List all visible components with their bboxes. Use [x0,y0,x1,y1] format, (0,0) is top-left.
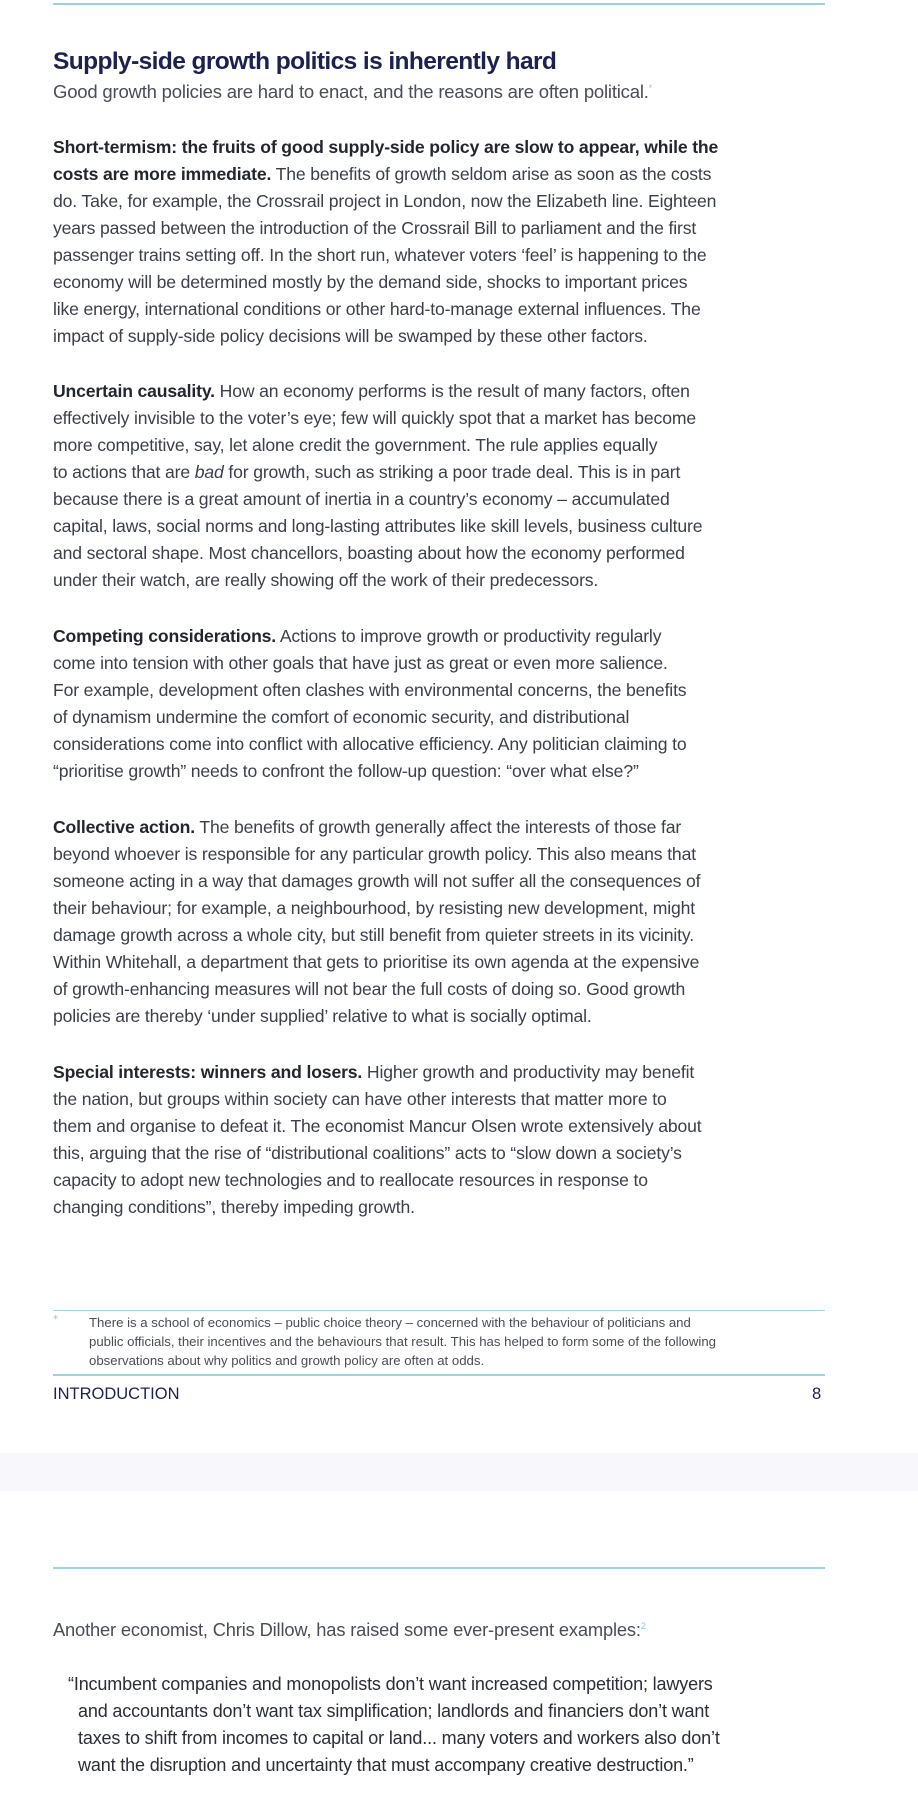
paragraph-special-interests [53,1059,843,1221]
paragraph-text: changing conditions”, thereby impeding growth. [53,1197,415,1217]
quote-line: taxes to shift from incomes to capital or land... many voters and workers also don’t [78,1728,720,1748]
paragraph-text: years passed between the introduction of the Crossrail Bill to parliament and the first [53,218,697,238]
paragraph-line [53,677,843,704]
paragraph-line [53,1086,843,1113]
footnote-rule-bottom [53,1374,825,1376]
paragraph-competing-considerations [53,623,843,785]
page-number: 8 [812,1385,822,1403]
section-subheading [53,81,652,103]
paragraph-line [53,269,843,296]
paragraph-text: their behaviour; for example, a neighbourhood, by resisting new development, might [53,898,695,918]
paragraph-text: do. Take, for example, the Crossrail project in London, now the Elizabeth line. Eighteen [53,191,717,211]
paragraph-line [53,1167,843,1194]
paragraph-text: someone acting in a way that damages growth will not suffer all the consequences of [53,871,701,891]
paragraph-line [53,1140,843,1167]
quote-line: want the disruption and uncertainty that must accompany creative destruction.” [78,1755,694,1775]
paragraph-text: Higher growth and productivity may benefit [362,1062,695,1082]
paragraph-line [53,623,843,650]
footnote-line: There is a school of economics – public choice theory – concerned with the behaviour of politicians and [89,1315,691,1330]
intro-text: Another economist, Chris Dillow, has raised some ever-present examples: [53,1619,641,1640]
paragraph-lead: Competing considerations. [53,626,277,646]
section-heading: Supply-side growth politics is inherently hard [53,48,557,75]
footnote-rule-top [53,1310,825,1311]
paragraph-lead: Uncertain causality. [53,381,215,401]
paragraph-text: “prioritise growth” needs to confront the follow-up question: “over what else?” [53,761,639,781]
paragraph-text: For example, development often clashes with environmental concerns, the benefits [53,680,687,700]
paragraph-line [53,134,843,161]
paragraph-text: more competitive, say, let alone credit the government. The rule applies equally [53,435,658,455]
paragraph-text: to actions that are [53,462,195,482]
paragraph-lead: costs are more immediate. [53,164,272,184]
footnote-ref-asterisk[interactable]: * [648,82,652,93]
paragraph-line [53,540,843,567]
top-rule [53,1567,825,1569]
paragraph-text: Within Whitehall, a department that gets to prioritise its own agenda at the expensive [53,952,700,972]
paragraph-text: The benefits of growth seldom arise as soon as the costs [271,164,712,184]
paragraph-lead: Special interests: winners and losers. [53,1062,363,1082]
paragraph-line [53,949,843,976]
emphasis-text: bad [194,462,224,482]
quote-line: “Incumbent companies and monopolists don’t want increased competition; lawyers [68,1674,713,1694]
paragraph-line [53,868,843,895]
paragraph-text: come into tension with other goals that have just as great or even more salience. [53,653,668,673]
paragraph-line [53,704,843,731]
paragraph-text: effectively invisible to the voter’s eye; few will quickly spot that a market has become [53,408,696,428]
paragraph-line [53,895,843,922]
paragraph-line [53,1194,843,1221]
paragraph-text: of growth-enhancing measures will not bear the full costs of doing so. Good growth [53,979,686,999]
paragraph-text: The benefits of growth generally affect the interests of those far [195,817,682,837]
intro-sentence [53,1619,646,1641]
paragraph-text: this, arguing that the rise of “distributional coalitions” acts to “slow down a society’s [53,1143,682,1163]
paragraph-text: them and organise to defeat it. The economist Mancur Olsen wrote extensively about [53,1116,702,1136]
block-quote [68,1671,720,1779]
paragraph-line [53,215,843,242]
paragraph-text: capacity to adopt new technologies and to reallocate resources in response to [53,1170,648,1190]
paragraph-collective-action [53,814,843,1030]
paragraph-line [53,976,843,1003]
footnote-line: public officials, their incentives and the behaviours that result. This has helped to form some of the following [89,1334,716,1349]
paragraph-short-termism [53,134,843,350]
paragraph-text: for growth, such as striking a poor trade deal. This is in part [223,462,681,482]
paragraph-text: like energy, international conditions or other hard-to-manage external influences. The [53,299,701,319]
paragraph-line [53,242,843,269]
paragraph-text: damage growth across a whole city, but still benefit from quieter streets in its vicinity. [53,925,694,945]
paragraph-line [53,731,843,758]
paragraph-line [53,1113,843,1140]
paragraph-line [53,1059,843,1086]
paragraph-text: beyond whoever is responsible for any particular growth policy. This also means that [53,844,696,864]
paragraph-text: under their watch, are really showing off the work of their predecessors. [53,570,599,590]
paragraph-line [53,296,843,323]
paragraph-text: How an economy performs is the result of many factors, often [214,381,690,401]
footnote-line: observations about why politics and growth policy are often at odds. [89,1353,485,1368]
paragraph-line [53,486,843,513]
paragraph-text: Actions to improve growth or productivity regularly [276,626,662,646]
paragraph-line [53,513,843,540]
paragraph-line [53,814,843,841]
paragraph-uncertain-causality [53,378,843,594]
footnote [89,1313,829,1370]
paragraph-line [53,459,843,486]
running-head: INTRODUCTION [53,1385,180,1403]
top-rule [53,3,825,5]
footnote-marker: * [53,1314,58,1325]
paragraph-line [53,650,843,677]
paragraph-line [53,432,843,459]
paragraph-text: the nation, but groups within society can have other interests that matter more to [53,1089,667,1109]
paragraph-line [53,922,843,949]
paragraph-line [53,161,843,188]
paragraph-text: capital, laws, social norms and long-lasting attributes like skill levels, business culture [53,516,703,536]
paragraph-lead: Collective action. [53,817,196,837]
paragraph-lead: Short-termism: the fruits of good supply-side policy are slow to appear, while the [53,137,719,157]
paragraph-text: because there is a great amount of inertia in a country’s economy – accumulated [53,489,670,509]
paragraph-text: policies are thereby ‘under supplied’ relative to what is socially optimal. [53,1006,592,1026]
paragraph-text: passenger trains setting off. In the short run, whatever voters ‘feel’ is happening to the [53,245,707,265]
paragraph-text: of dynamism undermine the comfort of economic security, and distributional [53,707,630,727]
paragraph-text: impact of supply-side policy decisions will be swamped by these other factors. [53,326,648,346]
paragraph-line [53,405,843,432]
paragraph-line [53,323,843,350]
paragraph-line [53,758,843,785]
subheading-text: Good growth policies are hard to enact, and the reasons are often political. [53,81,649,102]
paragraph-text: economy will be determined mostly by the demand side, shocks to important prices [53,272,688,292]
page-gap [0,1453,918,1491]
paragraph-line [53,567,843,594]
quote-line: and accountants don’t want tax simplification; landlords and financiers don’t want [78,1701,710,1721]
paragraph-line [53,1003,843,1030]
paragraph-line [53,378,843,405]
footnote-ref-2[interactable]: 2 [640,1620,646,1631]
paragraph-line [53,841,843,868]
paragraph-line [53,188,843,215]
paragraph-text: and sectoral shape. Most chancellors, boasting about how the economy performed [53,543,685,563]
paragraph-text: considerations come into conflict with allocative efficiency. Any politician claiming to [53,734,687,754]
